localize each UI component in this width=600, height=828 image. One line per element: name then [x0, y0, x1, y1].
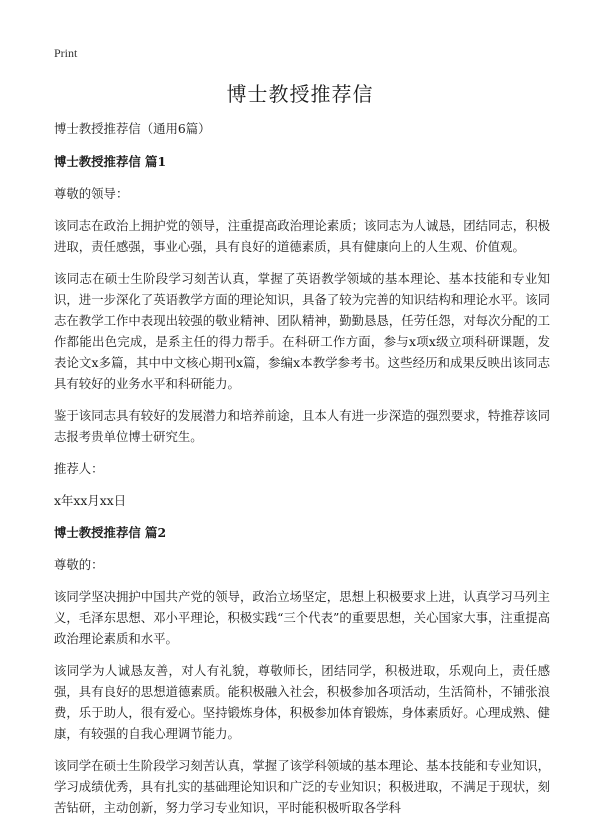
print-link[interactable]: Print — [54, 46, 78, 60]
salutation: 尊敬的领导： — [54, 186, 129, 201]
section-heading-2: 博士教授推荐信 篇2 — [54, 525, 167, 540]
paragraph: 鉴于该同志具有较好的发展潜力和培养前途，且本人有进一步深造的强烈要求，特推荐该同志报考贵单位博士研究生。 — [54, 408, 550, 444]
page-title: 博士教授推荐信 — [226, 82, 374, 106]
salutation: 尊敬的： — [54, 557, 104, 572]
paragraph: 该同学为人诚恳友善，对人有礼貌，尊敬师长，团结同学，积极进取，乐观向上，责任感强，具有良好的思想道德素质。能积极融入社会，积极参加各项活动，生活简朴，不铺张浪费，乐于助人，很有爱心。坚持锻炼身体，积极参加体育锻炼，身体素质好。心理成熟、健康，有较强的自我心理调节能力。 — [54, 663, 550, 741]
document-body — [54, 118, 550, 828]
paragraph: 该同学在硕士生阶段学习刻苦认真，掌握了该学科领域的基本理论、基本技能和专业知识，学习成绩优秀，具有扎实的基础理论知识和广泛的专业知识；积极进取，不满足于现状，刻苦钻研，主动创新，努力学习专业知识，平时能积极听取各学科 — [54, 758, 550, 815]
section-heading-1: 博士教授推荐信 篇1 — [54, 154, 167, 169]
recommender-label: 推荐人： — [54, 461, 104, 476]
paragraph: 该同学坚决拥护中国共产党的领导，政治立场坚定，思想上积极要求上进，认真学习马列主义，毛泽东思想、邓小平理论，积极实践“三个代表”的重要思想，关心国家大事，注重提高政治理论素质和水平。 — [54, 589, 550, 646]
paragraph: 该同志在硕士生阶段学习刻苦认真，掌握了英语教学领域的基本理论、基本技能和专业知识，进一步深化了英语教学方面的理论知识，具备了较为完善的知识结构和理论水平。该同志在教学工作中表现出较强的敬业精神、团队精神，勤勤恳恳，任劳任怨，对每次分配的工作都能出色完成，是系主任的得力帮手。在科研工作方面，参与x项x级立项科研课题，发表论文x多篇，其中中文核心期刊x篇，参编x本教学参考书。这些经历和成果反映出该同志具有较好的业务水平和科研能力。 — [54, 271, 550, 391]
paragraph: 该同志在政治上拥护党的领导，注重提高政治理论素质；该同志为人诚恳，团结同志，积极进取，责任感强，事业心强，具有良好的道德素质，具有健康向上的人生观、价值观。 — [54, 218, 550, 254]
document-subtitle: 博士教授推荐信（通用6篇） — [54, 121, 211, 136]
date-line: x年xx月xx日 — [54, 493, 127, 508]
